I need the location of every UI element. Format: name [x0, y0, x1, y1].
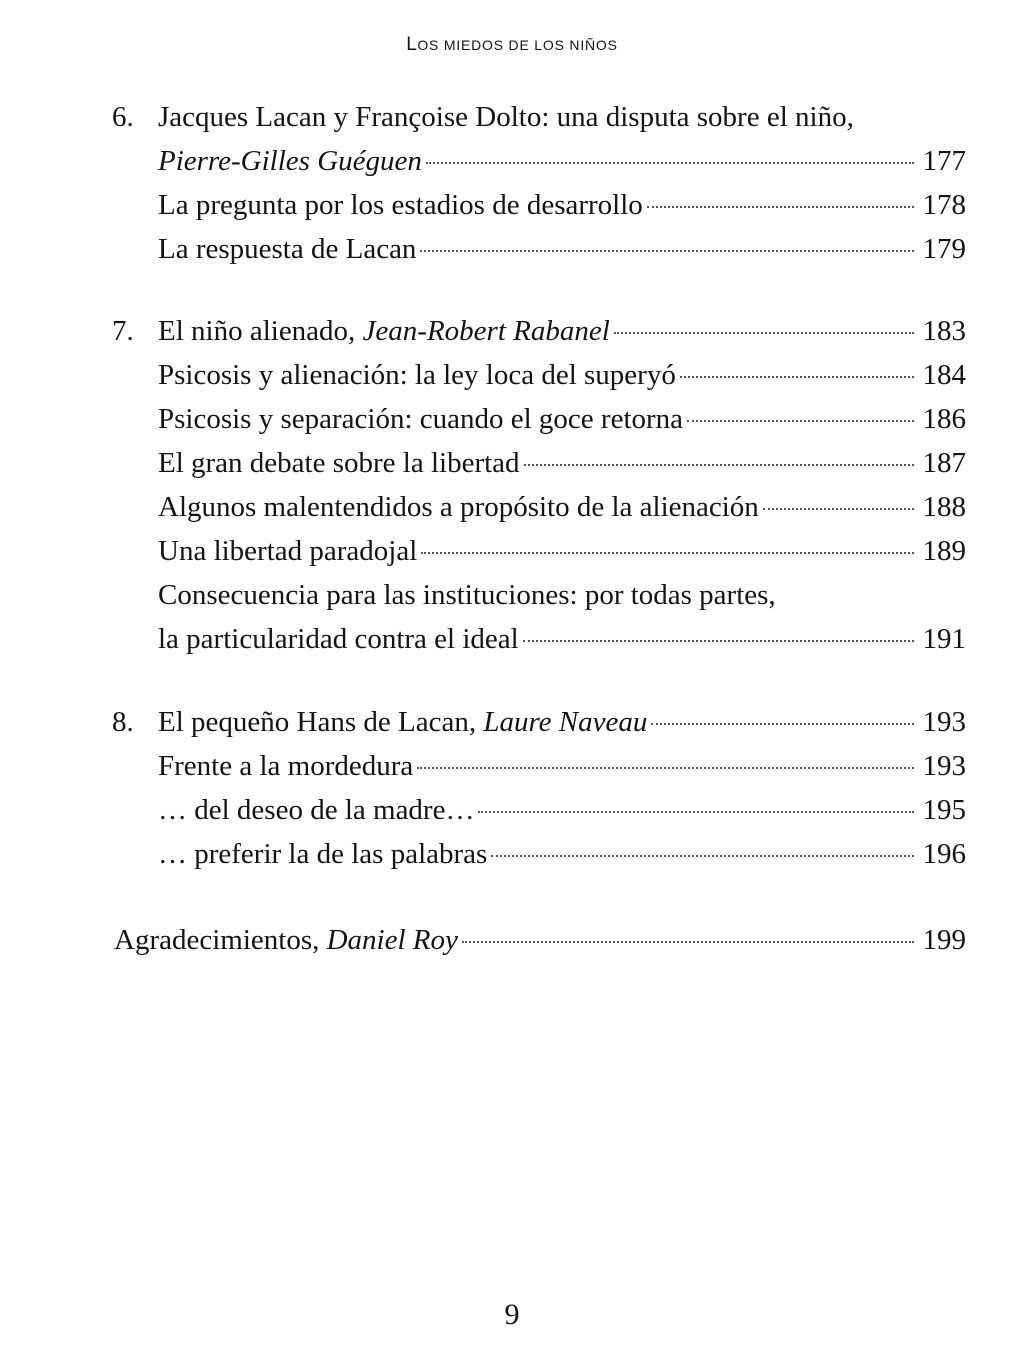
page-number: 178 — [922, 189, 966, 221]
toc-section-line[interactable] — [0, 573, 1024, 617]
toc-section-line[interactable] — [0, 397, 966, 441]
page-number: 199 — [922, 924, 966, 956]
section-title: … preferir la de las palabras — [158, 838, 488, 870]
page-number: 177 — [922, 145, 966, 177]
toc-chapter-7-title-line[interactable] — [0, 309, 966, 353]
page-number: 184 — [922, 359, 966, 391]
dot-leader — [763, 508, 914, 510]
toc-section-line[interactable] — [0, 744, 966, 788]
chapter-author: Laure Naveau — [483, 706, 648, 738]
page-number: 183 — [922, 315, 966, 347]
toc-chapter-8-title-line[interactable] — [0, 700, 966, 744]
section-title: Frente a la mordedura — [158, 750, 414, 782]
chapter-title: El pequeño Hans de Lacan, — [158, 706, 484, 738]
page-number: 189 — [922, 535, 966, 567]
chapter-author: Jean-Robert Rabanel — [362, 315, 610, 347]
page-number: 193 — [922, 706, 966, 738]
section-title: Psicosis y alienación: la ley loca del superyó — [158, 359, 676, 391]
ack-author: Daniel Roy — [326, 924, 458, 956]
toc-acknowledgements-line[interactable] — [0, 918, 966, 962]
toc-section-continuation-line[interactable] — [0, 617, 966, 661]
section-title: Consecuencia para las instituciones: por todas partes, — [158, 579, 776, 611]
toc-chapter-6-author-line[interactable] — [0, 139, 966, 183]
dot-leader — [462, 941, 914, 943]
page-number: 186 — [922, 403, 966, 435]
page-number: 191 — [922, 623, 966, 655]
toc-section-line[interactable] — [0, 183, 966, 227]
page-number: 195 — [922, 794, 966, 826]
toc-section-line[interactable] — [0, 227, 966, 271]
chapter-title-wrap — [158, 700, 647, 744]
chapter-number: 7. — [112, 315, 134, 347]
dot-leader — [420, 250, 914, 252]
section-title: Una libertad paradojal — [158, 535, 418, 567]
section-title: El gran debate sobre la libertad — [158, 447, 520, 479]
section-title: La respuesta de Lacan — [158, 233, 417, 265]
running-head — [0, 34, 1024, 56]
page-number: 196 — [922, 838, 966, 870]
toc-section-line[interactable] — [0, 788, 966, 832]
running-head-rest: OS MIEDOS DE LOS NIÑOS — [417, 37, 618, 53]
toc-section-line[interactable] — [0, 353, 966, 397]
page-number: 193 — [922, 750, 966, 782]
section-title: Algunos malentendidos a propósito de la alienación — [158, 491, 759, 523]
toc-chapter-6-title-line[interactable] — [0, 95, 1024, 139]
dot-leader — [524, 464, 914, 466]
page-number: 188 — [922, 491, 966, 523]
chapter-title: Jacques Lacan y Françoise Dolto: una disputa sobre el niño, — [158, 101, 854, 133]
dot-leader — [421, 552, 914, 554]
chapter-number: 6. — [112, 101, 134, 133]
section-title: Psicosis y separación: cuando el goce retorna — [158, 403, 684, 435]
dot-leader — [478, 811, 914, 813]
dot-leader — [523, 640, 914, 642]
chapter-number: 8. — [112, 706, 134, 738]
toc-section-line[interactable] — [0, 529, 966, 573]
section-title-continuation: la particularidad contra el ideal — [158, 623, 519, 655]
running-head-initial: L — [406, 34, 418, 55]
page-folio: 9 — [504, 1298, 520, 1331]
dot-leader — [651, 723, 914, 725]
toc-section-line[interactable] — [0, 485, 966, 529]
section-title: … del deseo de la madre… — [158, 794, 475, 826]
dot-leader — [614, 332, 914, 334]
section-title: La pregunta por los estadios de desarrollo — [158, 189, 643, 221]
chapter-title: El niño alienado, — [158, 315, 363, 347]
chapter-author: Pierre-Gilles Guéguen — [158, 145, 422, 177]
chapter-author-wrap — [158, 139, 422, 183]
toc-section-line[interactable] — [0, 832, 966, 876]
dot-leader — [687, 420, 914, 422]
dot-leader — [491, 855, 914, 857]
dot-leader — [417, 767, 914, 769]
toc-section-line[interactable] — [0, 441, 966, 485]
dot-leader — [647, 206, 914, 208]
ack-title: Agradecimientos, — [114, 924, 327, 956]
chapter-title-wrap — [158, 309, 610, 353]
ack-title-wrap — [114, 918, 458, 962]
dot-leader — [426, 162, 914, 164]
dot-leader — [680, 376, 914, 378]
page-number: 179 — [922, 233, 966, 265]
page-number: 187 — [922, 447, 966, 479]
